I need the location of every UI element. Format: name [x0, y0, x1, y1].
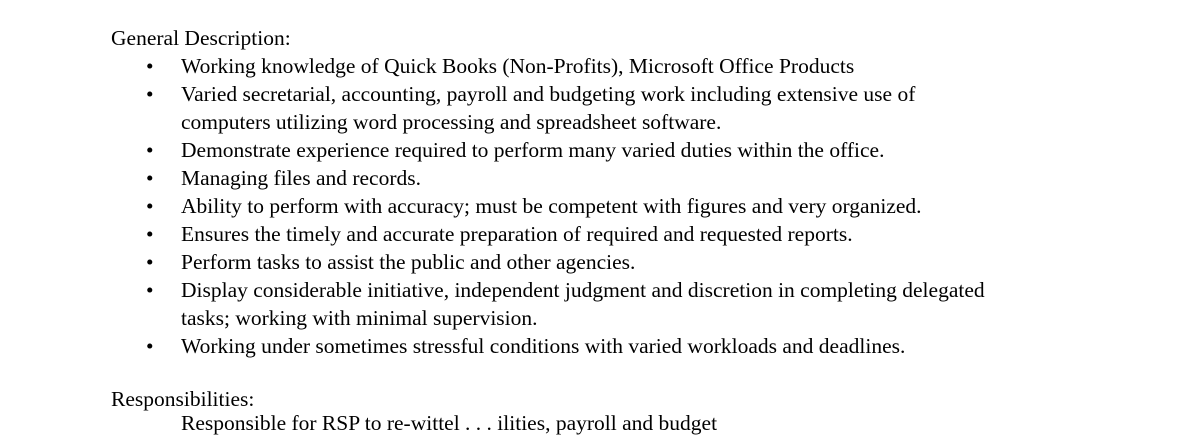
bullet-icon: •: [146, 194, 154, 218]
responsibilities-heading: Responsibilities:: [111, 387, 255, 411]
list-item-text: Working under sometimes stressful conditions with varied workloads and deadlines.: [181, 334, 906, 358]
bullet-icon: •: [146, 54, 154, 78]
bullet-icon: •: [146, 138, 154, 162]
list-item-text: Display considerable initiative, independent judgment and discretion in completing delegated tasks; working with minimal supervision.: [181, 278, 985, 330]
list-item: [0, 164, 991, 192]
list-item-text: Demonstrate experience required to perform many varied duties within the office.: [181, 138, 885, 162]
list-item: [0, 276, 991, 332]
list-item-text: Managing files and records.: [181, 166, 422, 190]
list-item-text: Ensures the timely and accurate preparation of required and requested reports.: [181, 222, 853, 246]
list-item-text: Ability to perform with accuracy; must be competent with figures and very organized.: [181, 194, 922, 218]
list-item: [0, 248, 991, 276]
bullet-icon: •: [146, 166, 154, 190]
bullet-icon: •: [146, 334, 154, 358]
general-description-list: [0, 52, 1000, 360]
bullet-icon: •: [146, 278, 154, 302]
list-item: [0, 192, 991, 220]
bullet-icon: •: [146, 222, 154, 246]
list-item-text: Varied secretarial, accounting, payroll and budgeting work including extensive use of computers utilizing word processing and spreadsheet software.: [181, 82, 916, 134]
bullet-icon: •: [146, 250, 154, 274]
list-item: [0, 220, 991, 248]
responsibilities-first-item-clipped: Responsible for RSP to re-wittel . . . ilities, payroll and budget: [181, 411, 718, 435]
list-item: [0, 52, 991, 80]
list-item: [0, 80, 991, 136]
list-item-text: Working knowledge of Quick Books (Non-Profits), Microsoft Office Products: [181, 54, 855, 78]
general-description-heading: General Description:: [111, 26, 291, 50]
list-item: [0, 332, 991, 360]
list-item: [0, 136, 991, 164]
list-item-text: Perform tasks to assist the public and other agencies.: [181, 250, 636, 274]
bullet-icon: •: [146, 82, 154, 106]
